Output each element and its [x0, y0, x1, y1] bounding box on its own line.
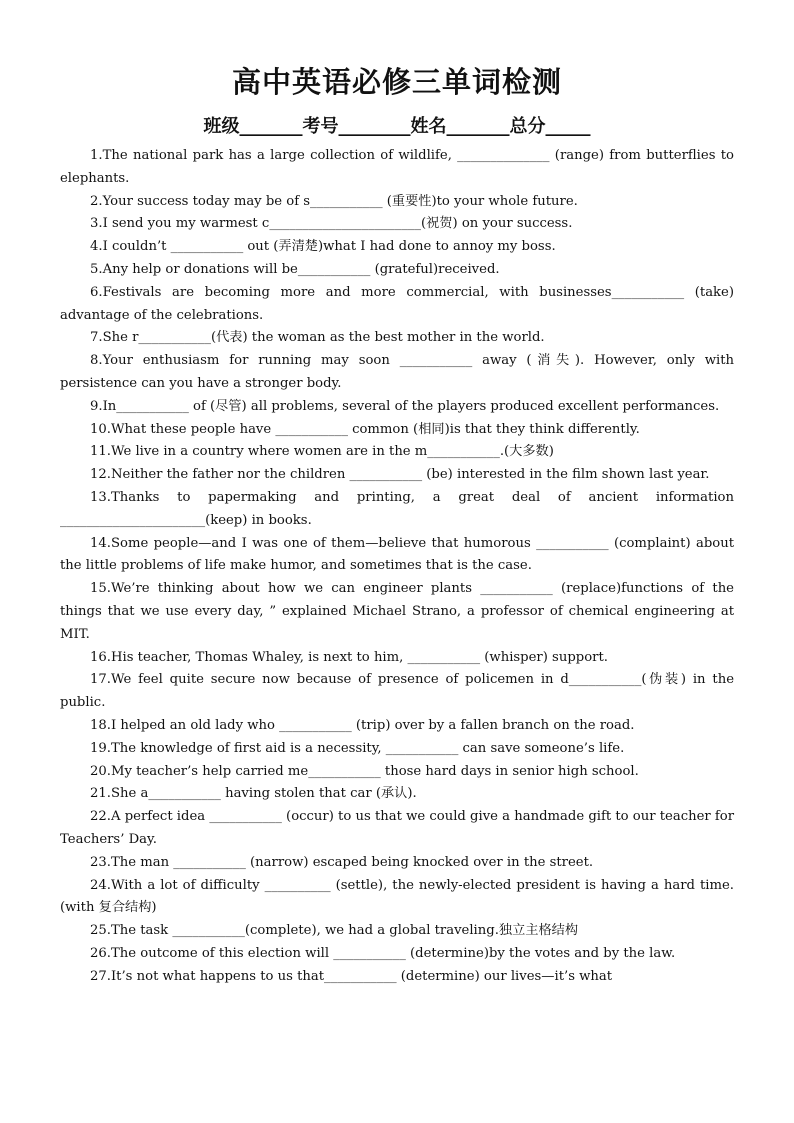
- question-10: 10.What these people have ___________ common (相同)is that they think differently.: [90, 421, 640, 437]
- question-5: 5.Any help or donations will be___________ (grateful)received.: [90, 261, 500, 277]
- question-2: 2.Your success today may be of s___________ (重要性)to your whole future.: [90, 193, 578, 209]
- question-4: 4.I couldn’t ___________ out (弄清楚)what I had done to annoy my boss.: [90, 239, 556, 255]
- question-16: 16.His teacher, Thomas Whaley, is next to him, ___________ (whisper) support.: [90, 649, 608, 665]
- question-15: 15.We’re thinking about how we can engineer plants ___________ (replace)functions of the things that we use every day, ” explained Michael Strano, a professor of chemical engineering at MIT.: [60, 581, 734, 642]
- question-6: 6.Festivals are becoming more and more commercial, with businesses___________ (take) advantage of the celebrations.: [60, 284, 734, 323]
- question-17: 17.We feel quite secure now because of presence of policemen in d___________(伪装) in the public.: [60, 672, 734, 711]
- question-22: 22.A perfect idea ___________ (occur) to us that we could give a handmade gift to our teacher for Teachers’ Day.: [60, 809, 734, 847]
- question-25: 25.The task ___________(complete), we had a global traveling.独立主格结构: [90, 923, 579, 939]
- question-8: 8.Your enthusiasm for running may soon ___________ away (消失). However, only with persistence can you have a stronger body.: [60, 353, 734, 391]
- question-20: 20.My teacher’s help carried me___________ those hard days in senior high school.: [90, 763, 639, 779]
- question-21: 21.She a___________ having stolen that car (承认).: [90, 786, 417, 802]
- question-24: 24.With a lot of difficulty __________ (settle), the newly-elected president is having a hard time.(with 复合结构): [60, 877, 734, 916]
- page-title: 高中英语必修三单词检测: [231, 65, 562, 99]
- question-18: 18.I helped an old lady who ___________ (trip) over by a fallen branch on the road.: [90, 717, 635, 733]
- question-7: 7.She r___________(代表) the woman as the best mother in the world.: [90, 330, 545, 346]
- question-11: 11.We live in a country where women are in the m___________.(大多数): [90, 444, 554, 460]
- question-26: 26.The outcome of this election will ___________ (determine)by the votes and by the law.: [90, 945, 676, 961]
- student-info-line: 班级_______考号________姓名_______总分_____: [203, 116, 591, 137]
- question-23: 23.The man ___________ (narrow) escaped being knocked over in the street.: [90, 854, 594, 870]
- question-13: 13.Thanks to papermaking and printing, a great deal of ancient information ______________________(keep) in books.: [60, 489, 734, 528]
- question-9: 9.In___________ of (尽管) all problems, several of the players produced excellent performances.: [90, 398, 720, 414]
- question-list: [60, 145, 734, 988]
- question-3: 3.I send you my warmest c_______________________(祝贺) on your success.: [90, 216, 573, 232]
- question-12: 12.Neither the father nor the children ___________ (be) interested in the film shown last year.: [90, 467, 710, 483]
- question-19: 19.The knowledge of first aid is a necessity, ___________ can save someone’s life.: [90, 740, 625, 756]
- question-1: 1.The national park has a large collection of wildlife, ______________ (range) from butterflies to elephants.: [60, 148, 734, 186]
- question-14: 14.Some people—and I was one of them—believe that humorous ___________ (complaint) about the little problems of life make humor, and sometimes that is the case.: [60, 535, 734, 574]
- question-27: 27.It’s not what happens to us that___________ (determine) our lives—it’s what: [90, 968, 613, 984]
